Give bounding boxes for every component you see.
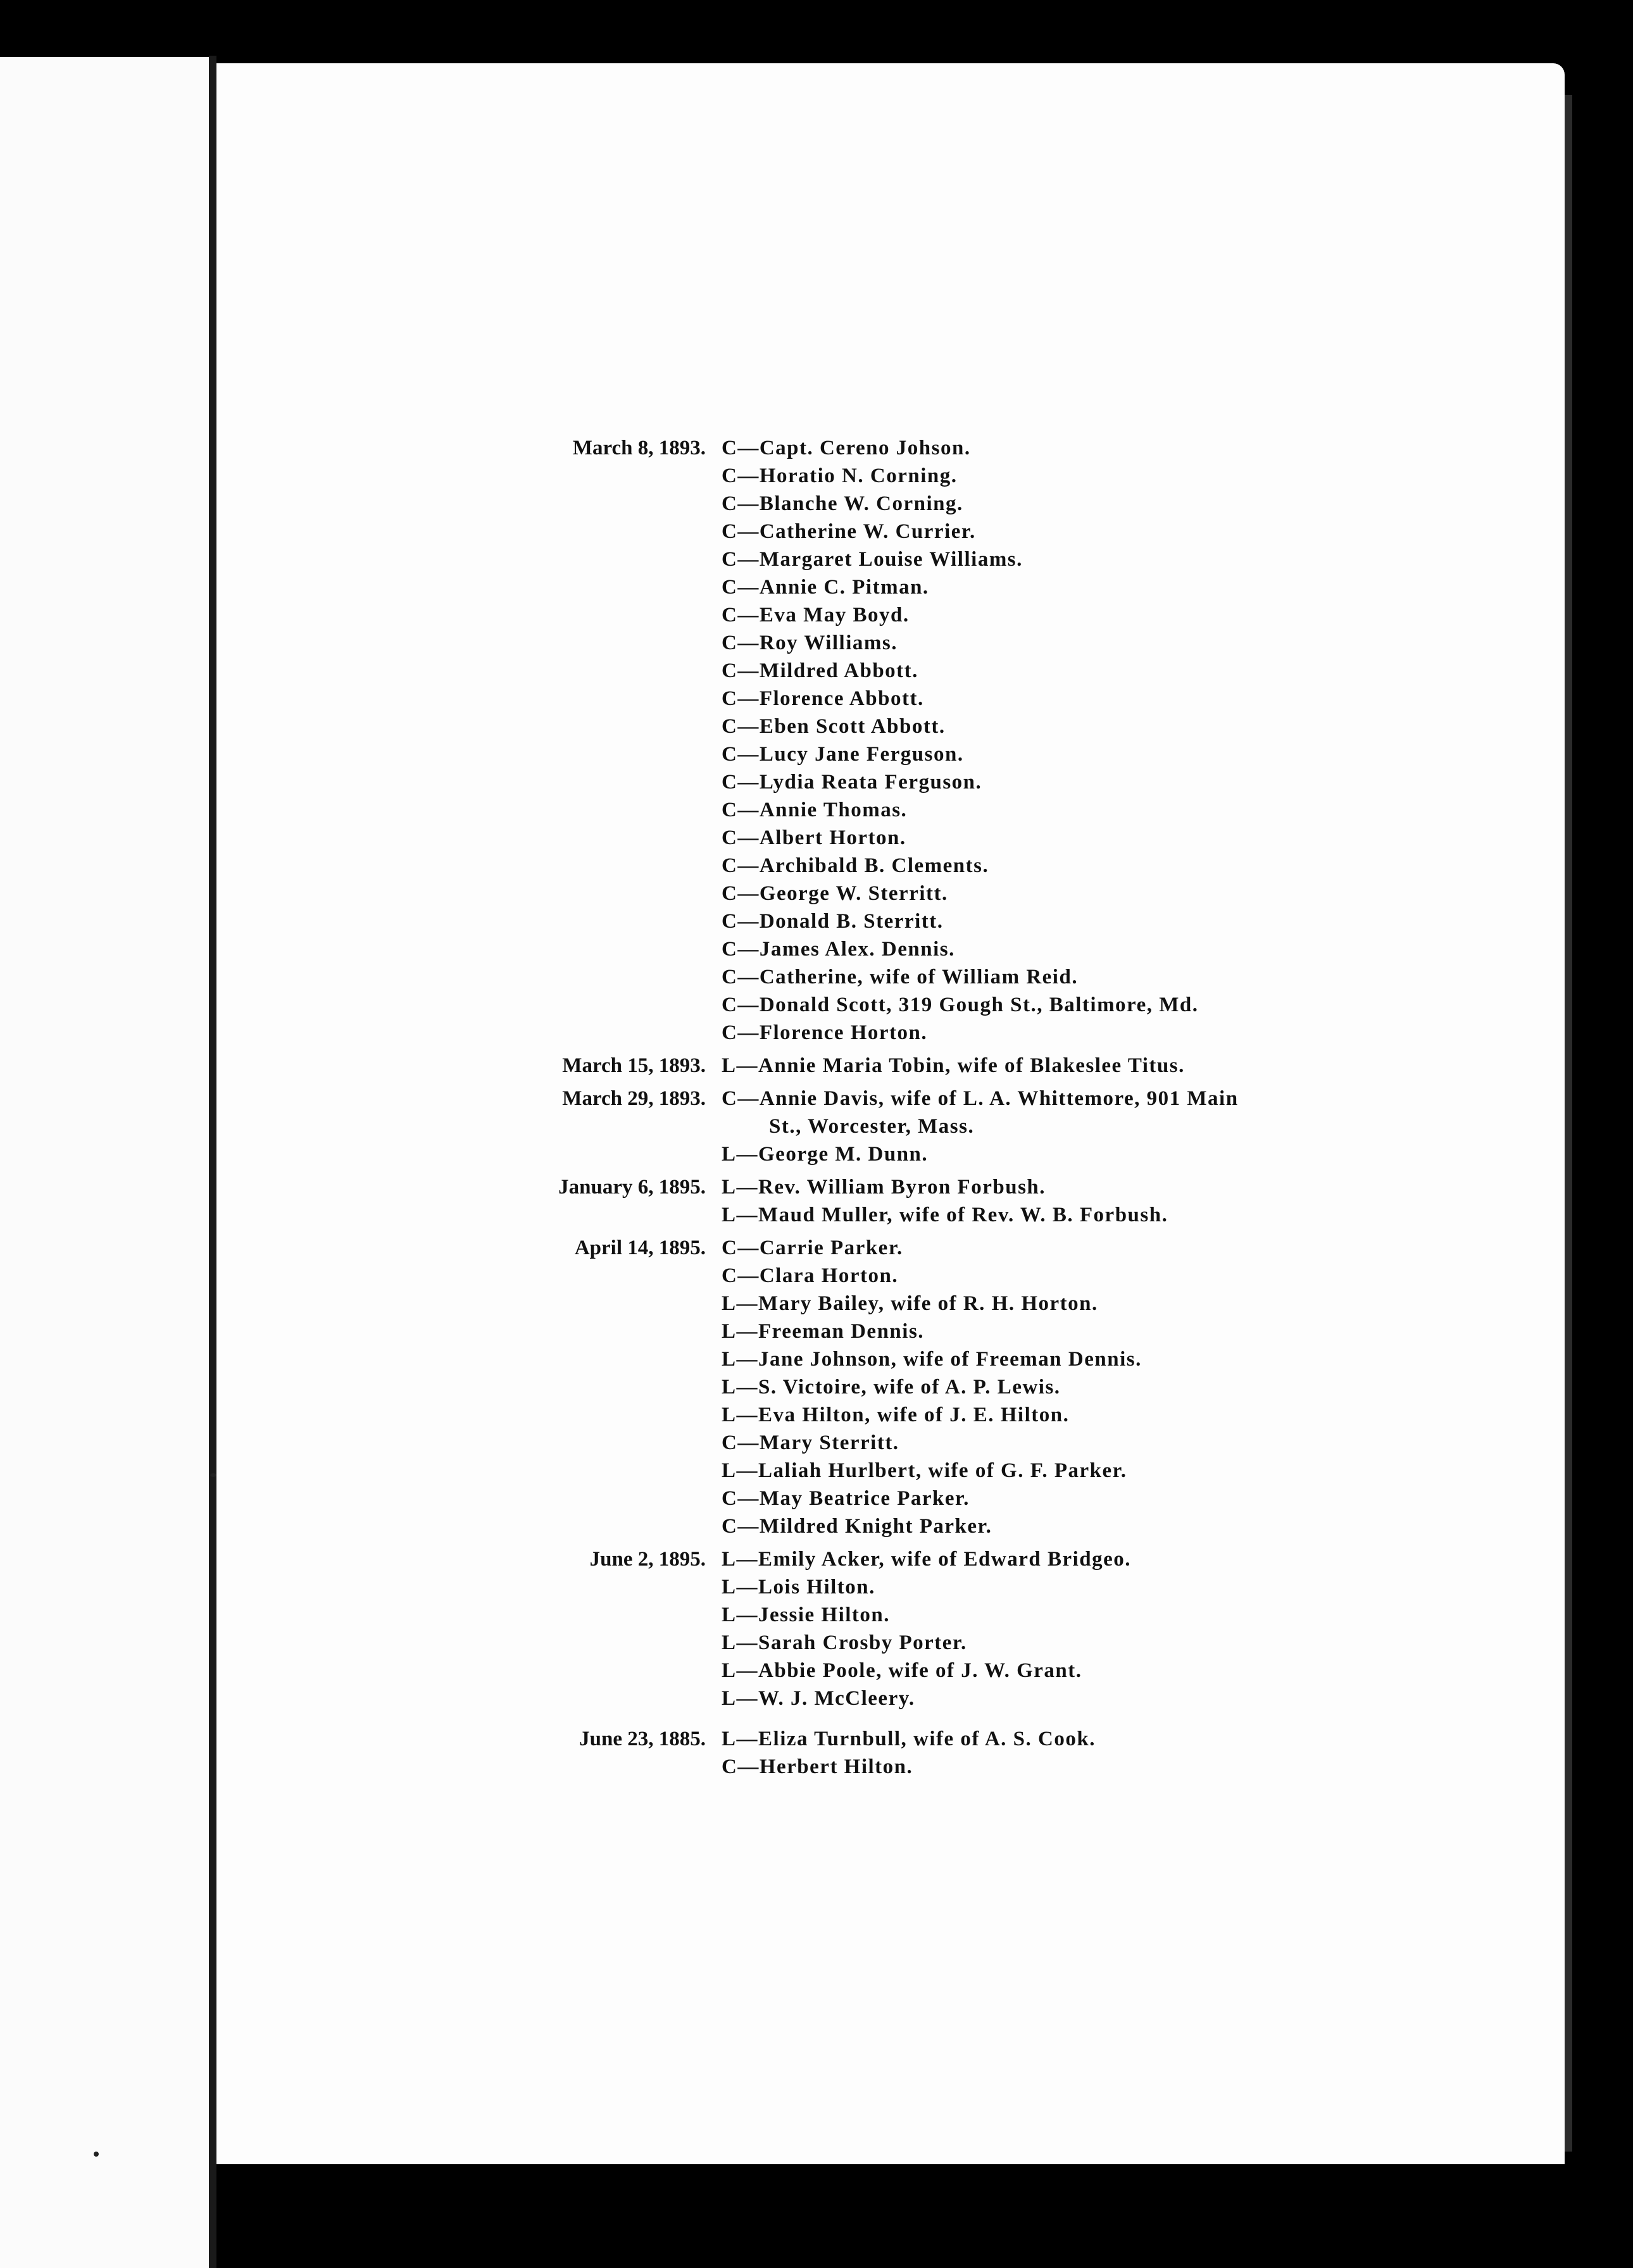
member-line: C—Catherine W. Currier. xyxy=(722,520,976,543)
register-entry xyxy=(0,1545,1633,1712)
member-line: C—Margaret Louise Williams. xyxy=(722,548,1023,571)
member-line: L—Maud Muller, wife of Rev. W. B. Forbush. xyxy=(722,1204,1168,1226)
member-line: C—Mildred Knight Parker. xyxy=(722,1515,992,1538)
entry-members xyxy=(722,1725,1633,1781)
entry-members xyxy=(722,1545,1633,1712)
member-line: L—Sarah Crosby Porter. xyxy=(722,1631,967,1654)
member-line: C—George W. Sterritt. xyxy=(722,882,948,905)
membership-register xyxy=(0,434,1633,1781)
member-line: L—Laliah Hurlbert, wife of G. F. Parker. xyxy=(722,1459,1127,1482)
register-entry xyxy=(0,434,1633,1047)
entry-date: January 6, 1895. xyxy=(558,1176,706,1199)
member-line: L—Freeman Dennis. xyxy=(722,1320,925,1343)
member-line: C—Eben Scott Abbott. xyxy=(722,715,946,738)
member-line: C—Herbert Hilton. xyxy=(722,1755,913,1778)
member-line: C—Lucy Jane Ferguson. xyxy=(722,743,964,766)
member-line: C—Archibald B. Clements. xyxy=(722,854,989,877)
member-line: L—W. J. McCleery. xyxy=(722,1687,915,1710)
member-line: L—Lois Hilton. xyxy=(722,1576,875,1598)
ink-speck xyxy=(94,2152,99,2157)
member-line: C—Roy Williams. xyxy=(722,632,898,654)
member-line: C—Annie C. Pitman. xyxy=(722,576,929,599)
member-line: L—Eliza Turnbull, wife of A. S. Cook. xyxy=(722,1728,1096,1750)
member-line: C—Catherine, wife of William Reid. xyxy=(722,966,1079,988)
member-line: C—Capt. Cereno Johson. xyxy=(722,437,971,459)
member-line: L—George M. Dunn. xyxy=(722,1143,929,1166)
member-line: C—Eva May Boyd. xyxy=(722,604,910,626)
entry-members xyxy=(722,434,1633,1047)
member-line: C—Albert Horton. xyxy=(722,826,906,849)
entry-date: June 23, 1885. xyxy=(579,1728,706,1750)
member-line: L—Jane Johnson, wife of Freeman Dennis. xyxy=(722,1348,1142,1371)
member-line: C—Horatio N. Corning. xyxy=(722,464,958,487)
member-line: L—Mary Bailey, wife of R. H. Horton. xyxy=(722,1292,1098,1315)
member-line: C—Lydia Reata Ferguson. xyxy=(722,771,982,794)
register-entry xyxy=(0,1052,1633,1080)
member-line: L—Emily Acker, wife of Edward Bridgeo. xyxy=(722,1548,1132,1571)
entry-date: June 2, 1895. xyxy=(589,1548,706,1571)
member-line: C—Donald B. Sterritt. xyxy=(722,910,944,933)
member-line: L—Jessie Hilton. xyxy=(722,1604,891,1626)
member-line: C—Blanche W. Corning. xyxy=(722,492,963,515)
member-line: C—Annie Thomas. xyxy=(722,799,908,821)
entry-members xyxy=(722,1085,1633,1168)
entry-members xyxy=(722,1052,1633,1080)
member-line: C—Clara Horton. xyxy=(722,1264,899,1287)
entry-members xyxy=(722,1173,1633,1229)
register-entry xyxy=(0,1725,1633,1781)
member-line: L—Eva Hilton, wife of J. E. Hilton. xyxy=(722,1404,1070,1426)
member-line: C—Carrie Parker. xyxy=(722,1237,903,1259)
register-entry xyxy=(0,1085,1633,1168)
member-line: C—Donald Scott, 319 Gough St., Baltimore, Md. xyxy=(722,994,1199,1016)
member-line: L—Annie Maria Tobin, wife of Blakeslee Titus. xyxy=(722,1054,1185,1077)
entry-date: March 29, 1893. xyxy=(562,1087,706,1110)
entry-date: March 15, 1893. xyxy=(562,1054,706,1077)
entry-members xyxy=(722,1234,1633,1540)
member-line: C—May Beatrice Parker. xyxy=(722,1487,970,1510)
entry-date: April 14, 1895. xyxy=(574,1237,706,1259)
member-line: L—Abbie Poole, wife of J. W. Grant. xyxy=(722,1659,1082,1682)
member-line: L—Rev. William Byron Forbush. xyxy=(722,1176,1046,1199)
member-line: C—Mildred Abbott. xyxy=(722,659,918,682)
member-line: C—Annie Davis, wife of L. A. Whittemore, 901 Main xyxy=(722,1087,1239,1110)
member-line: C—James Alex. Dennis. xyxy=(722,938,955,961)
register-entry xyxy=(0,1234,1633,1540)
register-entry xyxy=(0,1173,1633,1229)
member-line: C—Mary Sterritt. xyxy=(722,1431,899,1454)
member-line-continuation: St., Worcester, Mass. xyxy=(769,1115,975,1138)
entry-date: March 8, 1893. xyxy=(572,437,706,459)
member-line: C—Florence Abbott. xyxy=(722,687,924,710)
member-line: L—S. Victoire, wife of A. P. Lewis. xyxy=(722,1376,1061,1399)
member-line: C—Florence Horton. xyxy=(722,1021,928,1044)
